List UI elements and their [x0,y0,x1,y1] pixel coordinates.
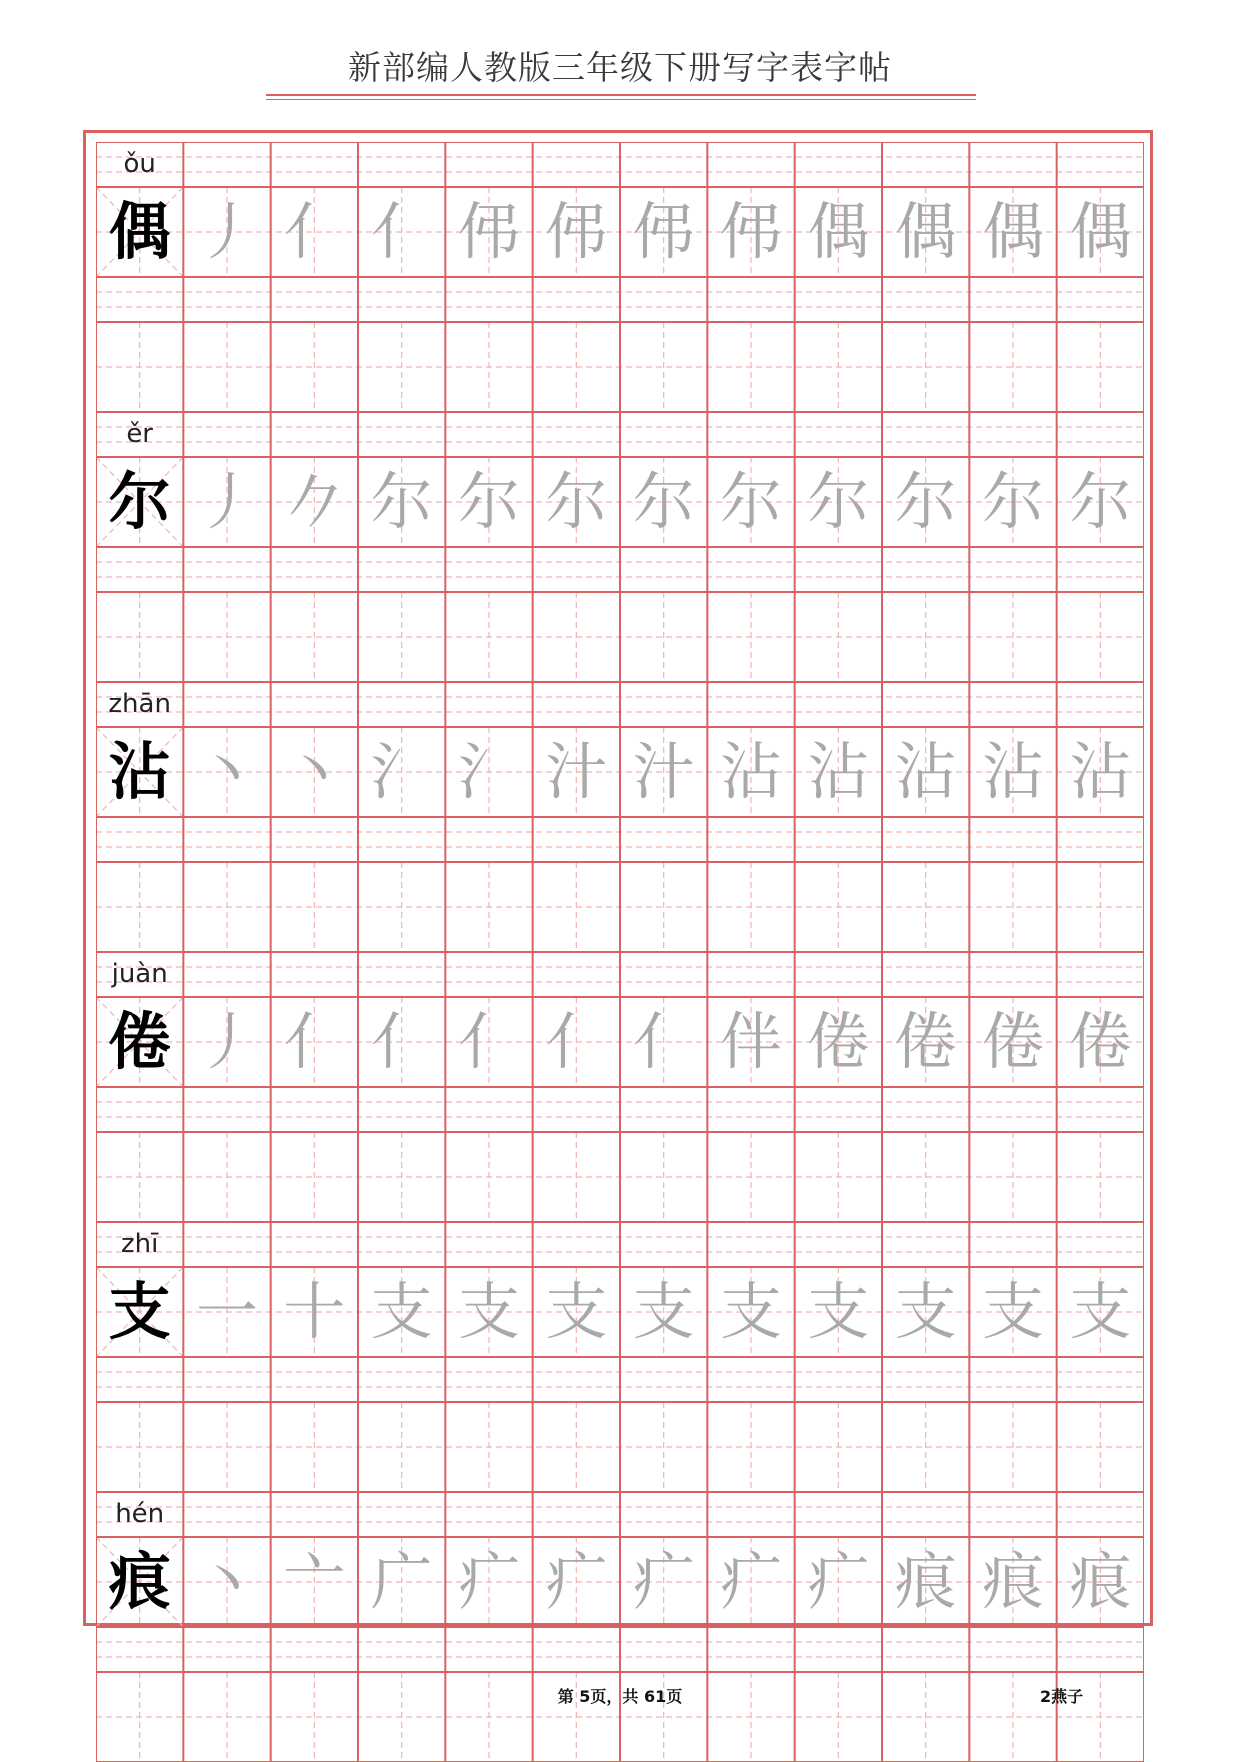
title-underline-thin [266,99,976,100]
stroke-order-trace: 尔 [370,465,433,538]
stroke-order-trace: 一 [195,1275,258,1348]
stroke-order-trace: 亻 [370,195,433,268]
practice-cell[interactable] [795,1132,882,1222]
practice-cell[interactable] [969,1132,1056,1222]
practice-cell[interactable] [533,322,620,412]
practice-cell[interactable] [620,1402,707,1492]
stroke-order-trace: 偶 [807,195,870,268]
practice-cell[interactable] [358,862,445,952]
practice-cell[interactable] [533,1402,620,1492]
practice-cell[interactable] [358,1402,445,1492]
model-character: 尔 [108,465,171,538]
stroke-order-trace: 广 [370,1545,433,1618]
stroke-order-trace: 汁 [632,735,695,808]
practice-cell[interactable] [533,862,620,952]
practice-cell[interactable] [1057,1402,1144,1492]
practice-cell[interactable] [271,322,358,412]
pinyin-label: zhān [108,689,171,719]
stroke-order-trace: 亻 [370,1005,433,1078]
practice-cell[interactable] [445,862,532,952]
character-block [96,412,1144,682]
practice-cell[interactable] [445,1402,532,1492]
practice-cell[interactable] [969,1402,1056,1492]
practice-cell[interactable] [271,862,358,952]
stroke-order-trace: 伄 [632,195,695,268]
stroke-order-trace: 偶 [981,195,1044,268]
practice-cell[interactable] [969,862,1056,952]
pinyin-label: ǒu [123,149,156,179]
stroke-order-trace: 尔 [632,465,695,538]
pinyin-label: zhī [120,1229,159,1259]
practice-cell[interactable] [445,322,532,412]
practice-cell[interactable] [183,1672,270,1762]
stroke-order-trace: 伄 [719,195,782,268]
character-block [96,1492,1144,1762]
pinyin-label: hén [115,1499,165,1529]
practice-cell[interactable] [1057,1132,1144,1222]
stroke-order-trace: 痕 [981,1545,1044,1618]
character-block [96,1222,1144,1492]
stroke-order-trace: 支 [981,1275,1044,1348]
practice-cell[interactable] [707,862,794,952]
practice-cell[interactable] [183,592,270,682]
stroke-order-trace: 倦 [807,1005,870,1078]
practice-cell[interactable] [1057,862,1144,952]
stroke-order-trace: 支 [807,1275,870,1348]
stroke-order-trace: 支 [545,1275,608,1348]
practice-cell[interactable] [882,1132,969,1222]
model-character: 倦 [108,1005,171,1078]
stroke-order-trace: 亻 [283,195,346,268]
practice-cell[interactable] [707,322,794,412]
stroke-order-trace: 尔 [807,465,870,538]
practice-grid [96,142,1144,1622]
stroke-order-trace: 尔 [719,465,782,538]
stroke-order-trace: 沾 [981,735,1044,808]
stroke-order-trace: 倦 [1069,1005,1132,1078]
practice-cell[interactable] [795,1402,882,1492]
practice-cell[interactable] [795,322,882,412]
practice-cell[interactable] [620,322,707,412]
stroke-order-trace: 疒 [719,1545,782,1618]
stroke-order-trace: 沾 [894,735,957,808]
practice-cell[interactable] [96,1132,183,1222]
stroke-order-trace: 疒 [457,1545,520,1618]
practice-cell[interactable] [271,1402,358,1492]
stroke-order-trace: 亻 [545,1005,608,1078]
practice-cell[interactable] [358,322,445,412]
model-character: 偶 [108,195,171,268]
practice-cell[interactable] [271,1132,358,1222]
stroke-order-trace: 沾 [719,735,782,808]
practice-cell[interactable] [96,862,183,952]
practice-cell[interactable] [707,1402,794,1492]
practice-cell[interactable] [445,1132,532,1222]
stroke-order-trace: 丶 [195,1545,258,1618]
stroke-order-trace: 支 [1069,1275,1132,1348]
stroke-order-trace: 支 [719,1275,782,1348]
practice-cell[interactable] [795,1672,882,1762]
page-title: 新部编人教版三年级下册写字表字帖 [348,48,892,87]
stroke-order-trace: 支 [632,1275,695,1348]
practice-cell[interactable] [533,592,620,682]
stroke-order-trace: 疒 [807,1545,870,1618]
stroke-order-trace: 痕 [1069,1545,1132,1618]
practice-cell[interactable] [358,592,445,682]
practice-cell[interactable] [358,1132,445,1222]
practice-cell[interactable] [96,322,183,412]
title-underline [266,94,976,96]
stroke-order-trace: 偶 [1069,195,1132,268]
stroke-order-trace: 丶 [283,735,346,808]
stroke-order-trace: 支 [457,1275,520,1348]
stroke-order-trace: 十 [283,1275,346,1348]
practice-cell[interactable] [533,1132,620,1222]
stroke-order-trace: 尔 [894,465,957,538]
practice-cell[interactable] [969,592,1056,682]
practice-cell[interactable] [707,1132,794,1222]
stroke-order-trace: 亻 [632,1005,695,1078]
practice-cell[interactable] [445,592,532,682]
stroke-order-trace: 尔 [545,465,608,538]
practice-cell[interactable] [882,1672,969,1762]
stroke-order-trace: 𠂊 [283,465,346,538]
practice-cell[interactable] [707,592,794,682]
practice-cell[interactable] [96,592,183,682]
stroke-order-trace: 亻 [283,1005,346,1078]
practice-cell[interactable] [96,1672,183,1762]
practice-cell[interactable] [795,862,882,952]
stroke-order-trace: 丿 [195,195,258,268]
practice-cell[interactable] [271,592,358,682]
practice-cell[interactable] [882,862,969,952]
stroke-order-trace: 伄 [545,195,608,268]
stroke-order-trace: 疒 [632,1545,695,1618]
stroke-order-trace: 丿 [195,1005,258,1078]
practice-cell[interactable] [183,1132,270,1222]
practice-cell[interactable] [358,1672,445,1762]
character-block [96,142,1144,412]
stroke-order-trace: 氵 [457,735,520,808]
stroke-order-trace: 亻 [457,1005,520,1078]
practice-cell[interactable] [707,1672,794,1762]
practice-cell[interactable] [271,1672,358,1762]
stroke-order-trace: 丶 [195,735,258,808]
stroke-order-trace: 氵 [370,735,433,808]
model-character: 支 [108,1275,171,1348]
practice-cell[interactable] [620,862,707,952]
stroke-order-trace: 尔 [981,465,1044,538]
practice-cell[interactable] [183,1402,270,1492]
stroke-order-trace: 伄 [457,195,520,268]
stroke-order-trace: 伴 [719,1005,782,1078]
practice-cell[interactable] [882,322,969,412]
stroke-order-trace: 汁 [545,735,608,808]
practice-cell[interactable] [620,1132,707,1222]
practice-cell[interactable] [183,862,270,952]
character-block [96,682,1144,952]
stroke-order-trace: 丿 [195,465,258,538]
practice-cell[interactable] [620,592,707,682]
stroke-order-trace: 痕 [894,1545,957,1618]
pinyin-label: ěr [126,419,153,449]
stroke-order-trace: 亠 [283,1545,346,1618]
stroke-order-trace: 倦 [981,1005,1044,1078]
practice-cell[interactable] [882,1402,969,1492]
practice-cell[interactable] [882,592,969,682]
stroke-order-trace: 沾 [1069,735,1132,808]
stroke-order-trace: 倦 [894,1005,957,1078]
stroke-order-trace: 支 [370,1275,433,1348]
stroke-order-trace: 支 [894,1275,957,1348]
stroke-order-trace: 疒 [545,1545,608,1618]
practice-cell[interactable] [1057,592,1144,682]
stroke-order-trace: 尔 [457,465,520,538]
stroke-order-trace: 沾 [807,735,870,808]
footer-label: 2燕子 [1040,1687,1084,1706]
practice-cell[interactable] [1057,322,1144,412]
pinyin-label: juàn [111,959,168,989]
character-block [96,952,1144,1222]
page-number: 第 5页，共 61页 [557,1687,683,1706]
stroke-order-trace: 尔 [1069,465,1132,538]
model-character: 痕 [108,1545,171,1618]
model-character: 沾 [108,735,171,808]
practice-cell[interactable] [969,322,1056,412]
practice-cell[interactable] [96,1402,183,1492]
practice-cell[interactable] [795,592,882,682]
stroke-order-trace: 偶 [894,195,957,268]
practice-cell[interactable] [183,322,270,412]
